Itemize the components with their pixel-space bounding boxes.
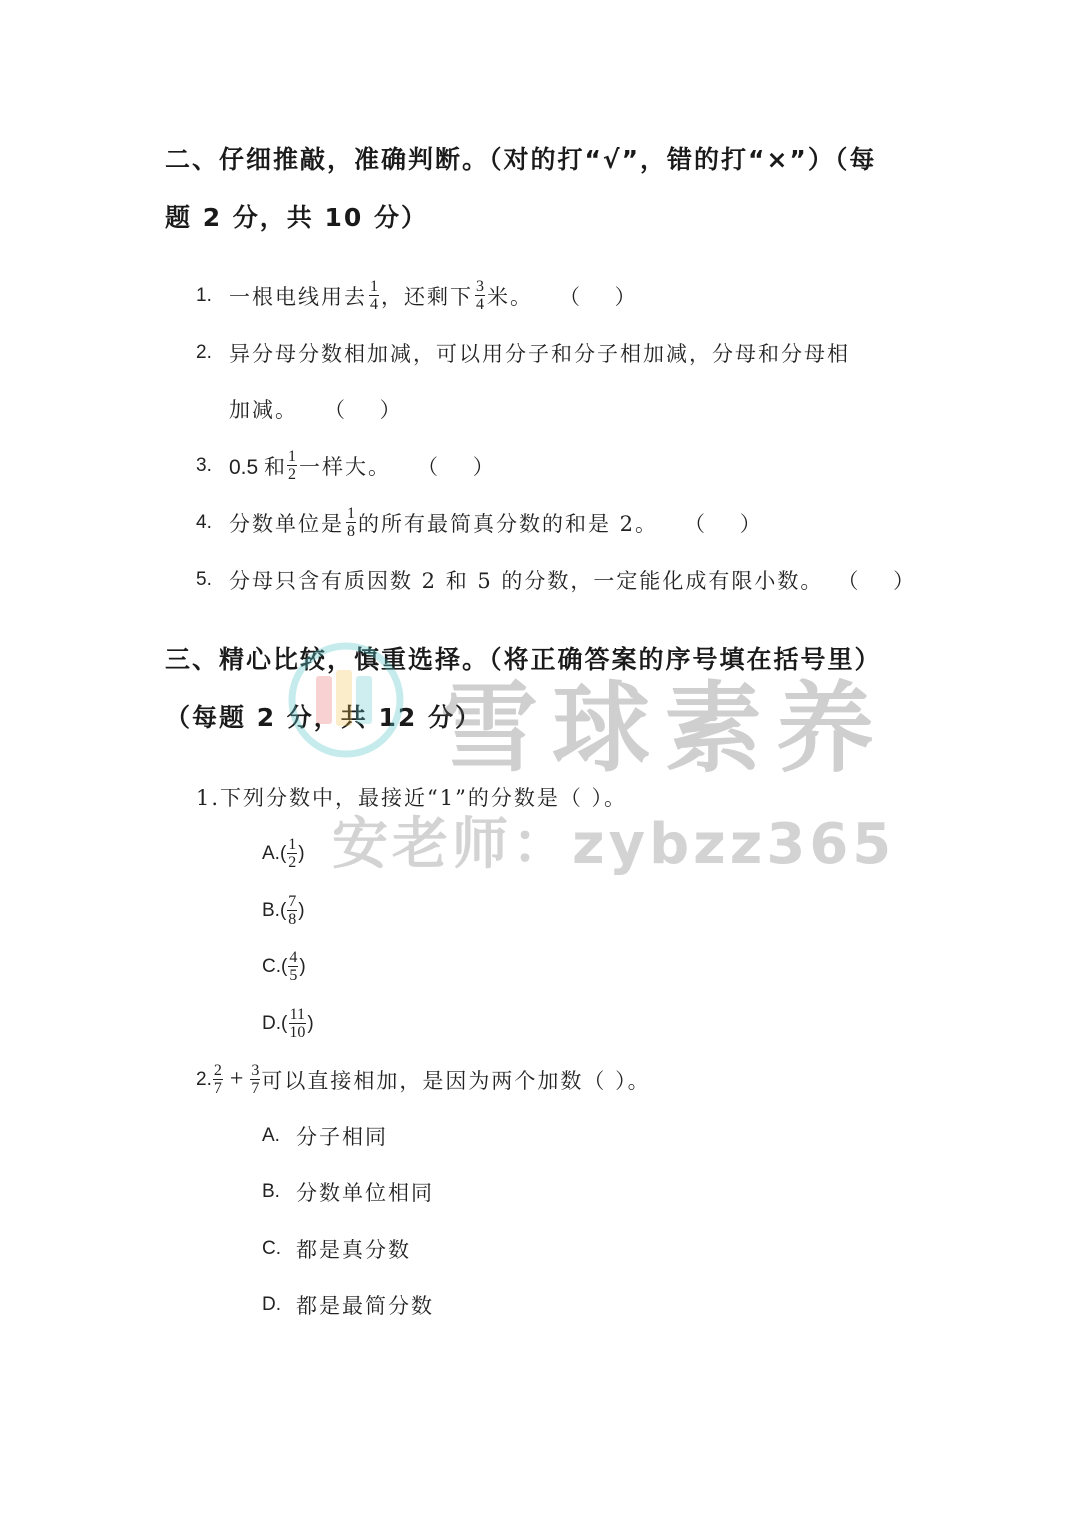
item-number: 4. — [196, 511, 212, 533]
option-label: B.( — [262, 899, 287, 921]
judge-item-2 — [196, 338, 850, 368]
answer-blank[interactable]: （ ） — [684, 511, 775, 536]
section-3-heading — [165, 631, 925, 747]
option-text: 都是最简分数 — [296, 1294, 434, 1318]
option-d[interactable] — [262, 1290, 434, 1320]
option-close: ) — [307, 1012, 314, 1034]
judge-item-4 — [196, 505, 775, 540]
option-text: 分数单位相同 — [296, 1181, 434, 1205]
option-d[interactable] — [262, 1006, 314, 1041]
item-text: 加减。 — [229, 398, 298, 422]
section-3-title-line2: （每题 2 分，共 12 分） — [165, 703, 483, 732]
item-number: 1. — [196, 284, 212, 306]
item-text: 分母只含有质因数 2 和 5 的分数，一定能化成有限小数。 — [229, 569, 824, 593]
option-label: B. — [262, 1181, 280, 1202]
option-label: A. — [262, 1125, 280, 1146]
option-label: D.( — [262, 1012, 288, 1034]
option-close: ) — [298, 842, 305, 864]
option-b[interactable] — [262, 1177, 434, 1207]
item-text: 一样大。 — [299, 454, 392, 479]
judge-item-5 — [196, 565, 928, 595]
item-text: 一根电线用去 — [229, 284, 367, 309]
fraction: $\frac{3}{4}$ — [476, 278, 484, 313]
plus-sign: + — [229, 1066, 244, 1092]
option-a[interactable] — [262, 836, 305, 871]
question-stem: 可以直接相加，是因为两个加数（ ）。 — [261, 1068, 651, 1093]
watermark-contact: 安老师：zybzz365 — [332, 812, 896, 877]
item-text: ，还剩下 — [381, 284, 473, 309]
item-text: 米。 — [487, 284, 533, 309]
judge-item-3 — [196, 448, 508, 483]
option-text: 分子相同 — [296, 1125, 388, 1149]
item-number: 2. — [196, 342, 212, 363]
option-close: ) — [298, 899, 305, 921]
item-text: 的所有最简真分数的和是 2。 — [358, 511, 659, 536]
choice-question-1 — [196, 782, 627, 812]
option-a[interactable] — [262, 1121, 388, 1151]
option-c[interactable] — [262, 949, 306, 984]
section-3-title-line1: 三、精心比较，慎重选择。（将正确答案的序号填在括号里） — [165, 645, 882, 674]
item-text: 0.5 和 — [229, 455, 286, 479]
watermark-brand: 雪球素养 — [440, 672, 889, 786]
fraction: $\frac{1}{4}$ — [370, 278, 378, 313]
fraction: $\frac{4}{5}$ — [289, 949, 298, 984]
section-2-title-line2: 题 2 分，共 10 分） — [165, 203, 429, 232]
fraction: $\frac{2}{7}$ — [213, 1062, 222, 1097]
section-2-title-line1: 二、仔细推敲，准确判断。（对的打“√”，错的打“×”）（每 — [165, 145, 877, 174]
fraction: $\frac{1}{2}$ — [288, 448, 297, 483]
fraction: $\frac{11}{10}$ — [289, 1006, 306, 1041]
fraction: $\frac{1}{2}$ — [288, 836, 297, 871]
item-text: 分数单位是 — [229, 511, 344, 536]
fraction: $\frac{3}{7}$ — [251, 1062, 260, 1097]
answer-blank[interactable]: （ ） — [559, 284, 650, 309]
judge-item-2-cont — [229, 394, 415, 424]
item-number: 3. — [196, 454, 212, 476]
answer-blank[interactable]: （ ） — [417, 454, 508, 479]
answer-blank[interactable]: （ ） — [324, 398, 415, 422]
judge-item-1 — [196, 278, 650, 313]
option-text: 都是真分数 — [296, 1238, 411, 1262]
item-number: 2. — [196, 1068, 212, 1090]
option-label: A.( — [262, 842, 287, 864]
fraction: $\frac{7}{8}$ — [288, 893, 297, 928]
option-c[interactable] — [262, 1234, 411, 1264]
option-label: C. — [262, 1238, 281, 1259]
option-b[interactable] — [262, 893, 305, 928]
option-close: ) — [299, 955, 306, 977]
choice-question-2 — [196, 1062, 651, 1097]
answer-blank[interactable]: （ ） — [837, 569, 929, 593]
item-number: 5. — [196, 569, 212, 590]
section-2-heading — [165, 131, 925, 247]
option-label: D. — [262, 1294, 281, 1315]
question-stem: 1.下列分数中，最接近“1”的分数是（ ）。 — [196, 786, 628, 810]
fraction: $\frac{1}{8}$ — [347, 505, 355, 540]
option-label: C.( — [262, 955, 288, 977]
item-text: 异分母分数相加减，可以用分子和分子相加减，分母和分母相 — [229, 342, 850, 366]
